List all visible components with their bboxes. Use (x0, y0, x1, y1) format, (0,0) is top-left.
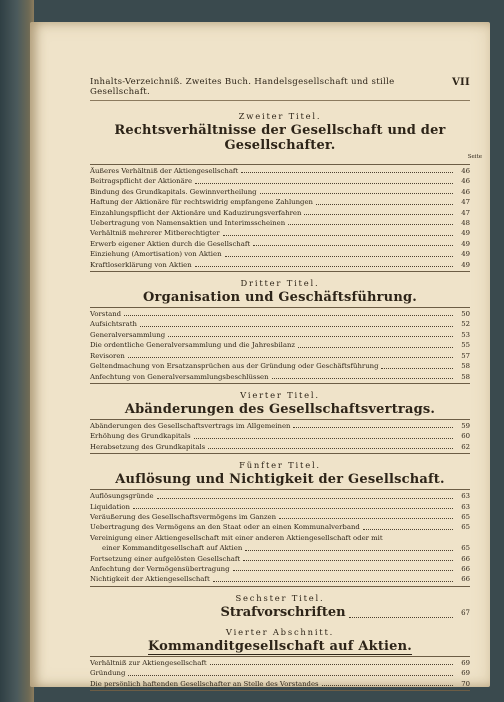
dot-leader (168, 336, 453, 337)
toc-entry (90, 351, 470, 361)
toc-content (90, 77, 482, 695)
toc-entry (90, 491, 470, 501)
dot-leader (195, 183, 453, 184)
entry-title: Anfechtung von Generalversammlungsbeschlüssen (90, 372, 269, 381)
page-ref: 66 (461, 575, 470, 584)
book-page (30, 22, 490, 687)
entry-title: Nichtigkeit der Aktiengesellschaft (90, 575, 210, 584)
dot-leader (223, 235, 453, 236)
section-label: Dritter Titel. (240, 278, 320, 289)
rule-divider (90, 586, 470, 587)
dot-leader (381, 368, 453, 369)
dot-leader (363, 529, 453, 530)
entry-title: Verhältniß mehrerer Mitberechtigter (90, 229, 220, 238)
toc-entry (90, 197, 470, 207)
rule-divider (90, 656, 470, 657)
page-ref: 49 (461, 250, 470, 259)
toc-entry (90, 249, 470, 259)
dot-leader (272, 378, 453, 379)
page-ref: 57 (461, 351, 470, 360)
toc-entry (90, 421, 470, 431)
dot-leader (241, 172, 453, 173)
page-ref: 63 (461, 502, 470, 511)
toc-entry (90, 166, 470, 176)
toc-section (90, 278, 470, 384)
entry-title: Herabsetzung des Grundkapitals (90, 442, 206, 451)
dot-leader (260, 193, 453, 194)
dot-leader (243, 560, 453, 561)
dot-leader (349, 617, 453, 618)
section-title (90, 402, 470, 417)
section-title-text: Rechtsverhältnisse der Gesellschaft und der Gesellschafter. (114, 123, 446, 153)
entry-title: Bindung des Grundkapitals. Gewinnvertheilung (90, 187, 257, 196)
dot-leader (213, 581, 453, 582)
toc-entry (90, 502, 470, 512)
page-ref: 49 (461, 229, 470, 238)
entry-title: Geltendmachung von Ersatzansprüchen aus der Gründung oder Geschäftsführung (90, 362, 379, 371)
page-ref: 46 (461, 167, 470, 175)
page-ref: 60 (461, 432, 470, 441)
rule-divider (90, 383, 470, 384)
dot-leader (157, 498, 453, 499)
page-ref: 50 (461, 310, 470, 319)
section-title (90, 472, 470, 487)
column-label-seite: Seite (467, 154, 482, 160)
toc-entry (90, 218, 470, 228)
dot-leader (124, 315, 453, 316)
rule-divider (90, 307, 470, 308)
toc-entry (90, 564, 470, 574)
entry-title: Vorstand (90, 310, 122, 319)
toc-entry (90, 228, 470, 238)
section-title: Strafvorschriften (220, 604, 346, 620)
section-label: Zweiter Titel. (238, 111, 322, 121)
entry-title: Erwerb eigener Aktien durch die Gesellschaft (90, 239, 251, 248)
running-header (90, 77, 470, 101)
toc-entry (90, 260, 470, 270)
dot-leader (288, 224, 453, 225)
rule-divider (90, 419, 470, 420)
dot-leader (128, 675, 453, 676)
dot-leader (322, 685, 453, 686)
rule-divider (90, 271, 470, 272)
entry-title: Einzahlungspflicht der Aktionäre und Kaduzirungsverfahren (90, 208, 302, 217)
toc-entry (90, 431, 470, 441)
page-ref: 69 (461, 658, 470, 667)
entry-title: Veräußerung des Gesellschaftsvermögens im Ganzen (90, 512, 277, 521)
rule-divider (90, 690, 470, 691)
entry-title: Generalversammlung (90, 330, 166, 339)
page-ref: 65 (461, 523, 470, 532)
toc-entry (90, 679, 470, 689)
header-text: Inhalts-Verzeichniß. Zweites Buch. Handelsgesellschaft und stille Gesellschaft. (90, 77, 395, 97)
dot-leader (245, 550, 453, 551)
toc-entry (90, 187, 470, 197)
dot-leader (208, 448, 453, 449)
page-ref: 58 (461, 372, 470, 381)
page-ref: 66 (461, 554, 470, 563)
toc-entry (90, 442, 470, 452)
toc-entry (90, 522, 470, 532)
entry-title: Kraftloserklärung von Aktien (90, 260, 192, 269)
page-ref: 58 (461, 362, 470, 371)
toc-entry (90, 239, 470, 249)
rule-divider (90, 489, 470, 490)
section-title-row (90, 605, 470, 621)
entry-title: Die persönlich haftenden Gesellschafter an Stelle des Vorstandes (90, 679, 319, 688)
page-ref: 53 (461, 330, 470, 339)
toc-section (90, 627, 470, 691)
toc-section (90, 390, 470, 454)
page-ref: 46 (461, 187, 470, 196)
page-ref: 62 (461, 442, 470, 451)
entry-title: Beitragspflicht der Aktionäre (90, 177, 193, 186)
toc-entry (90, 574, 470, 584)
page-ref: 46 (461, 177, 470, 186)
section-title (90, 123, 470, 153)
entry-title: Auflösungsgründe (90, 492, 154, 501)
dot-leader (128, 357, 453, 358)
page-ref: 67 (461, 608, 470, 617)
entry-title: Erhöhung des Grundkapitals (90, 432, 191, 441)
entry-title: Gründung (90, 669, 126, 678)
toc-entry (90, 372, 470, 382)
toc-entry (90, 309, 470, 319)
entry-title: Uebertragung des Vermögens an den Staat oder an einen Kommunalverband (90, 523, 360, 532)
entry-title: Äußeres Verhältniß der Aktiengesellschaft (90, 167, 239, 175)
dot-leader (316, 204, 453, 205)
dot-leader (140, 326, 453, 327)
section-title-text: Abänderungen des Gesellschaftsvertrags. (124, 401, 436, 417)
dot-leader (210, 664, 453, 665)
toc-entry (90, 554, 470, 564)
entry-title: Fortsetzung einer aufgelösten Gesellschaft (90, 554, 241, 563)
dot-leader (298, 347, 453, 348)
toc-entry (90, 668, 470, 678)
toc-entry (90, 319, 470, 329)
page-ref: 65 (461, 512, 470, 521)
section-label: Vierter Titel. (240, 389, 320, 400)
entry-title: Revisoren (90, 351, 125, 360)
page-ref: 65 (461, 544, 470, 553)
toc-entry (90, 330, 470, 340)
page-ref: 63 (461, 492, 470, 501)
toc-entry (90, 361, 470, 371)
page-ref: 55 (461, 341, 470, 350)
page-ref: 49 (461, 260, 470, 269)
entry-title: Die ordentliche Generalversammlung und die Jahresbilanz (90, 341, 296, 350)
section-label: Vierter Abschnitt. (225, 626, 335, 637)
section-label: Fünfter Titel. (239, 460, 321, 471)
toc-sections (90, 111, 482, 691)
page-ref: 66 (461, 564, 470, 573)
dot-leader (133, 508, 453, 509)
entry-title: einer Kommanditgesellschaft auf Aktien (102, 544, 243, 553)
entry-title: Anfechtung der Vermögensübertragung (90, 564, 230, 573)
dot-leader (233, 570, 453, 571)
toc-section (90, 593, 470, 621)
toc-entry (90, 658, 470, 668)
page-ref: 59 (461, 421, 470, 430)
section-label: Sechster Titel. (235, 592, 325, 603)
toc-entry (90, 340, 470, 350)
section-title-text: Auflösung und Nichtigkeit der Gesellschaft. (115, 472, 445, 488)
toc-entry (90, 512, 470, 522)
page-ref: 47 (461, 208, 470, 217)
section-title-text: Kommanditgesellschaft auf Aktien. (147, 638, 413, 654)
section-title (90, 290, 470, 305)
toc-entry (90, 543, 470, 553)
toc-entry (90, 208, 470, 218)
page-ref: 49 (461, 239, 470, 248)
page-ref: 70 (461, 679, 470, 688)
page-ref: 47 (461, 198, 470, 207)
toc-entry (90, 176, 470, 186)
toc-entry (90, 533, 470, 543)
entry-title: Vereinigung einer Aktiengesellschaft mit einer anderen Aktiengesellschaft oder mit (90, 533, 383, 542)
entry-title: Liquidation (90, 502, 130, 511)
dot-leader (279, 518, 453, 519)
entry-title: Uebertragung von Namensaktien und Interimsscheinen (90, 219, 286, 228)
rule-divider (90, 164, 470, 165)
page-ref: 69 (461, 669, 470, 678)
section-title-text: Organisation und Geschäftsführung. (143, 290, 417, 306)
dot-leader (194, 438, 453, 439)
page-ref: 48 (461, 219, 470, 228)
toc-section (90, 460, 470, 587)
entry-title: Haftung der Aktionäre für rechtswidrig empfangene Zahlungen (90, 198, 313, 207)
rule-divider (90, 453, 470, 454)
page-number: VII (451, 77, 470, 88)
dot-leader (195, 266, 453, 267)
book-binding (0, 0, 34, 702)
dot-leader (304, 214, 453, 215)
entry-title: Verhältniß zur Aktiengesellschaft (90, 658, 207, 667)
page-ref: 52 (461, 320, 470, 329)
entry-title: Abänderungen des Gesellschaftsvertrags im Allgemeinen (90, 421, 291, 430)
entry-title: Einziehung (Amortisation) von Aktien (90, 250, 222, 259)
section-title (90, 639, 470, 654)
toc-section (90, 111, 482, 272)
dot-leader (293, 427, 453, 428)
entry-title: Aufsichtsrath (90, 320, 137, 329)
dot-leader (253, 245, 453, 246)
dot-leader (225, 256, 453, 257)
